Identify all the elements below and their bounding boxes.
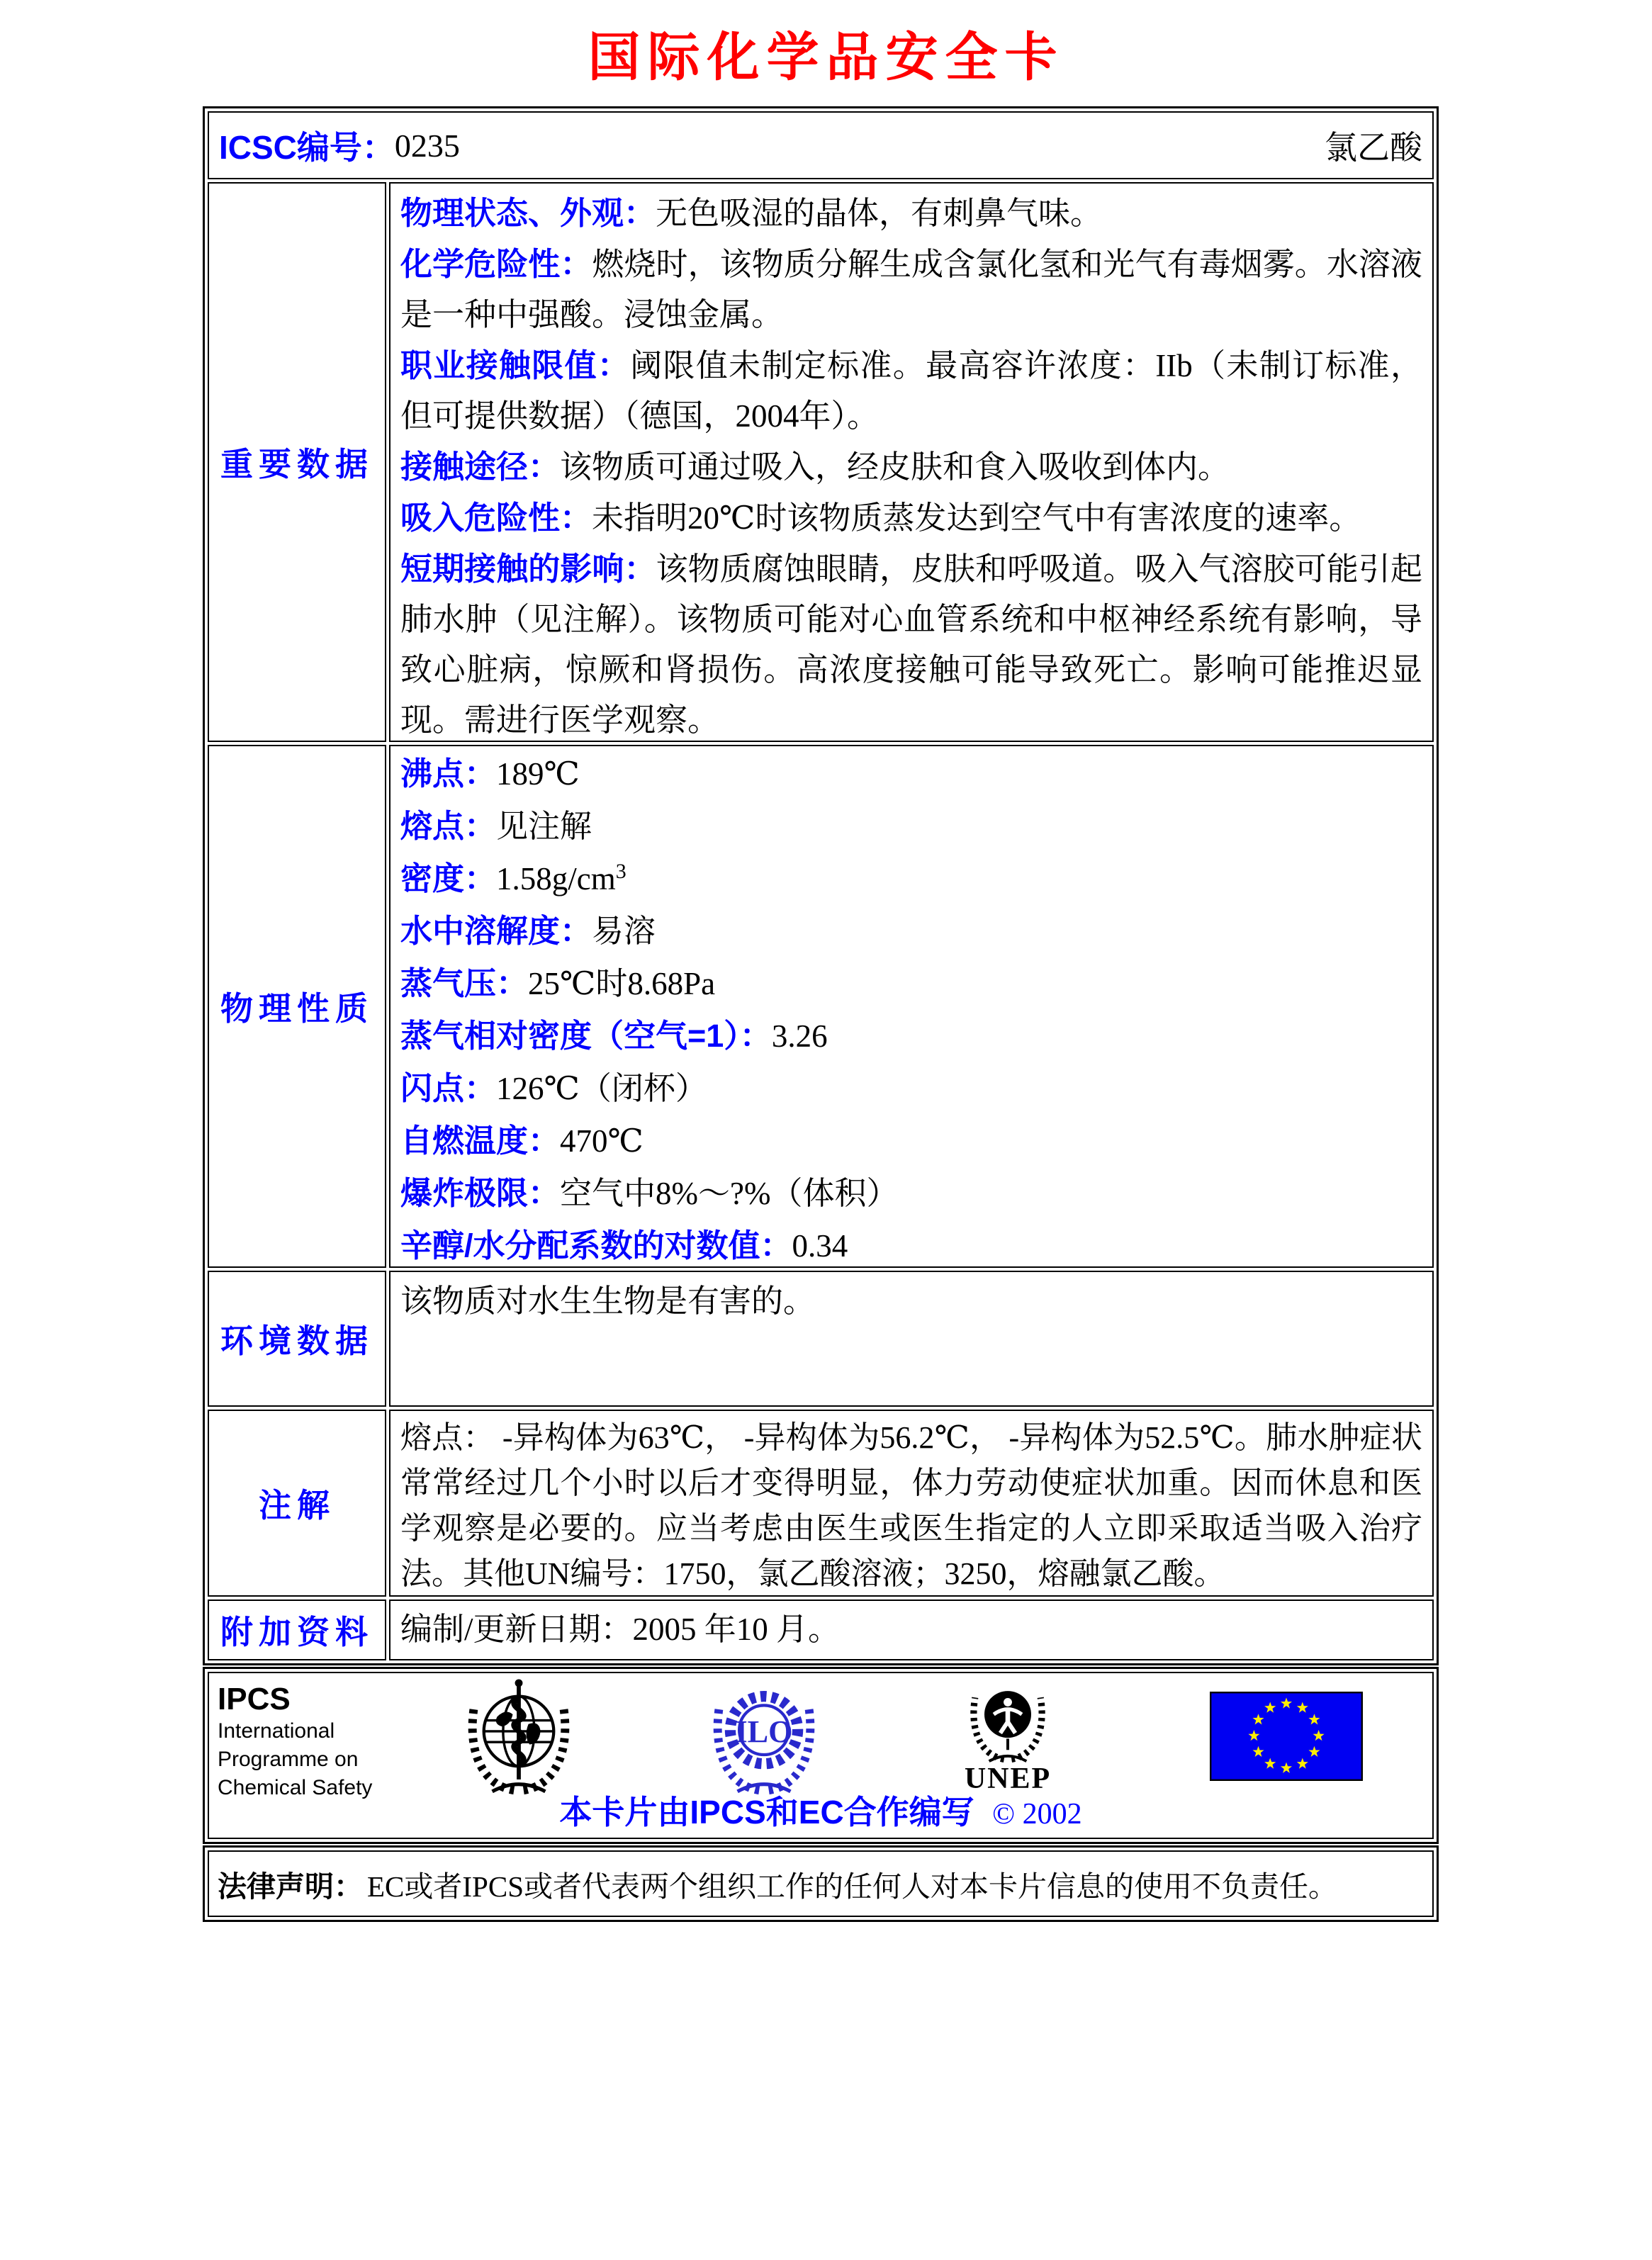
icsc-number-value: 0235 <box>394 127 460 164</box>
icsc-number-label: ICSC编号： <box>219 129 395 166</box>
ipcs-title: IPCS <box>218 1682 291 1716</box>
important-item: 接触途径：该物质可通过吸入，经皮肤和食入吸收到体内。 <box>400 449 1230 485</box>
ipcs-subtitle-line1: International <box>218 1719 335 1743</box>
footer-organisations-block <box>203 1667 1439 1844</box>
important-item: 化学危险性：燃烧时，该物质分解生成含氯化氢和光气有毒烟雾。水溶液是一种中强酸。浸蚀金属。 <box>400 246 1422 332</box>
property-line: 自燃温度：470℃ <box>400 1123 644 1159</box>
section-physical-properties <box>208 745 1434 1268</box>
important-item: 物理状态、外观：无色吸湿的晶体，有刺鼻气味。 <box>400 195 1103 231</box>
who-logo-icon <box>459 1675 579 1795</box>
environmental-text: 该物质对水生生物是有害的。 <box>400 1283 816 1319</box>
property-line: 爆炸极限：空气中8%～?%（体积） <box>400 1175 899 1211</box>
legal-notice-text: EC或者IPCS或者代表两个组织工作的任何人对本卡片信息的使用不负责任。 <box>367 1870 1337 1903</box>
ilo-logo-text: ILO <box>735 1714 793 1750</box>
unep-logo-icon <box>961 1673 1055 1767</box>
important-item: 职业接触限值：阈限值未制定标准。最高容许浓度：IIb（未制订标准，但可提供数据）（德国，2004年）。 <box>400 347 1422 434</box>
section-label-environmental-data: 环境数据 <box>208 1271 386 1407</box>
page-title: 国际化学品安全卡 <box>588 29 1064 87</box>
property-line: 沸点：189℃ <box>400 755 580 792</box>
important-item: 短期接触的影响：该物质腐蚀眼睛，皮肤和呼吸道。吸入气溶胶可能引起肺水肿（见注解）。该物质可能对心血管系统和中枢神经系统有影响，导致心脏病，惊厥和肾损伤。高浓度接触可能导致死亡。影响可能推迟显现。需进行医学观察。 <box>400 551 1422 738</box>
copyright-line <box>209 1787 1432 1833</box>
ipcs-subtitle-line2: Programme on <box>218 1748 359 1771</box>
section-content-important-data <box>389 182 1434 742</box>
unep-logo-text: UNEP <box>964 1763 1052 1795</box>
section-label-important-data: 重要数据 <box>208 182 386 742</box>
property-line: 密度：$1.58g/cm^3$ <box>400 860 626 896</box>
copyright-year: © 2002 <box>992 1798 1082 1831</box>
property-line: 闪点：126℃（闭杯） <box>400 1070 707 1106</box>
important-item: 吸入危险性：未指明20℃时该物质蒸发达到空气中有害浓度的速率。 <box>400 500 1361 536</box>
ipcs-text-block <box>218 1682 372 1802</box>
section-important-data <box>208 182 1434 742</box>
chemical-name: 氯乙酸 <box>1325 130 1422 166</box>
section-content-physical-properties <box>389 745 1434 1268</box>
property-line: 辛醇/水分配系数的对数值：0.34 <box>400 1227 848 1264</box>
property-line: 熔点：见注解 <box>400 808 592 844</box>
header-row <box>208 111 1434 179</box>
property-line: 水中溶解度：易溶 <box>400 913 656 949</box>
property-line: 蒸气相对密度（空气=1）：3.26 <box>400 1018 828 1054</box>
section-content-notes <box>389 1410 1434 1597</box>
section-additional-information <box>208 1600 1434 1660</box>
legal-notice-block <box>203 1845 1439 1922</box>
notes-text: 熔点： -异构体为63℃， -异构体为56.2℃， -异构体为52.5℃。肺水肿症状常常经过几个小时以后才变得明显，体力劳动使症状加重。因而休息和医学观察是必要的。应当考虑由医生或医生指定的人立即采取适当吸入治疗法。其他UN编号：1750，氯乙酸溶液；3250，熔融氯乙酸。 <box>400 1420 1422 1591</box>
section-environmental-data <box>208 1271 1434 1407</box>
icsc-card-table <box>203 106 1439 1665</box>
section-label-physical-properties: 物理性质 <box>208 745 386 1268</box>
revision-date-line: 编制/更新日期：2005 年10 月。 <box>400 1612 841 1647</box>
footer-inner <box>208 1672 1434 1839</box>
property-line: 蒸气压：25℃时8.68Pa <box>400 965 716 1001</box>
section-label-notes: 注解 <box>208 1410 386 1597</box>
section-content-additional-information <box>389 1600 1434 1660</box>
legal-notice-label: 法律声明： <box>218 1870 363 1903</box>
copyright-text: 本卡片由IPCS和EC合作编写 <box>559 1794 974 1831</box>
eu-flag-icon <box>1210 1692 1363 1781</box>
ilo-logo-icon <box>704 1675 824 1795</box>
unep-logo-block <box>940 1673 1075 1796</box>
density-superscript: 3 <box>615 860 626 883</box>
header-cell <box>208 111 1434 179</box>
section-notes <box>208 1410 1434 1597</box>
section-label-additional-information: 附加资料 <box>208 1600 386 1660</box>
section-content-environmental-data <box>389 1271 1434 1407</box>
legal-notice-inner <box>208 1850 1434 1917</box>
ipcs-subtitle-line3: Chemical Safety <box>218 1776 373 1799</box>
